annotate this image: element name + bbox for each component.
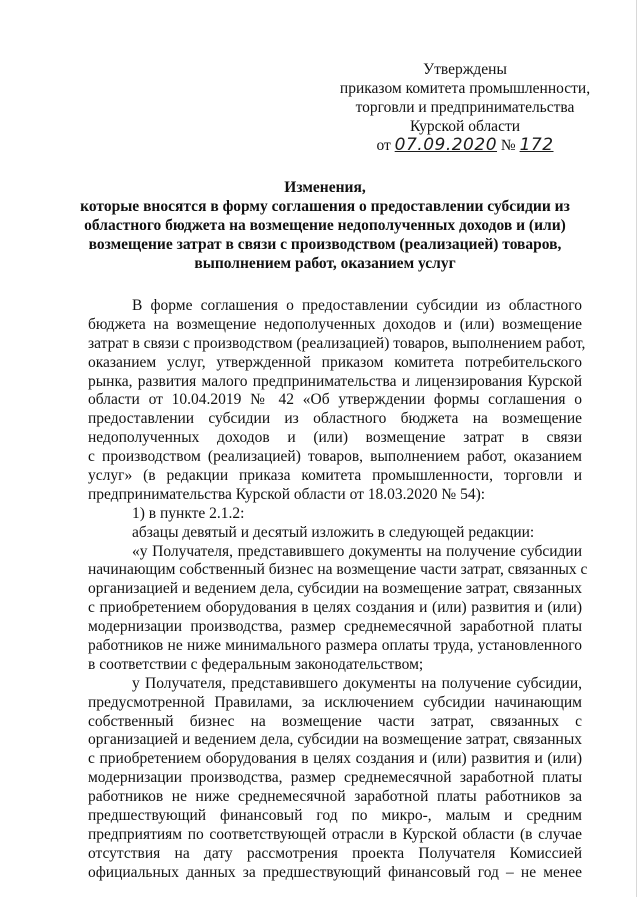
body-line: оказанием услуг, утвержденной приказом комитета потребительского	[88, 353, 582, 371]
body-line: предпринимательства Курской области от 18.03.2020 № 54):	[88, 485, 486, 503]
body-line: предприятиям по соответствующей отрасли в Курской области (в случае	[88, 825, 582, 843]
handwritten-number: 172	[519, 135, 554, 155]
body-line: «у Получателя, представившего документы на получение субсидии	[132, 542, 582, 560]
body-line: недополученных доходов и (или) возмещение затрат в связи	[88, 429, 582, 447]
body-line: организацией и ведением дела, субсидии на возмещение затрат, связанных	[88, 580, 582, 598]
approval-line: Утверждены	[423, 61, 507, 78]
body-line: с приобретением оборудования в целях создания и (или) развития и (или)	[88, 750, 582, 768]
body-line: с приобретением оборудования в целях создания и (или) развития и (или)	[88, 599, 582, 617]
body-line: рынка, развития малого предпринимательства и лицензирования Курской	[88, 372, 582, 390]
body-line: организацией и ведением дела, субсидии на возмещение затрат, связанных	[88, 731, 582, 749]
approval-line: торговли и предпринимательства	[355, 99, 575, 116]
body-line: услуг» (в редакции приказа комитета промышленности, торговли и	[88, 467, 582, 485]
body-line: собственный бизнес на возмещение части затрат, связанных с	[88, 712, 582, 730]
body-line: в соответствии с федеральным законодательством;	[88, 655, 424, 673]
body-line: начинающим собственный бизнес на возмещение части затрат, связанных с	[88, 561, 588, 579]
body-line: области от 10.04.2019 № 42 «Об утверждении формы соглашения о	[88, 391, 582, 409]
title-line: Изменения,	[284, 179, 366, 196]
title-line: которые вносятся в форму соглашения о предоставлении субсидии из	[80, 198, 570, 215]
body-line: абзацы девятый и десятый изложить в следующей редакции:	[132, 523, 535, 541]
body-line: предоставлении субсидии из областного бюджета на возмещение	[88, 410, 582, 428]
body-line: официальных данных за предшествующий финансовый год – не менее	[88, 863, 582, 881]
page-edge-divider	[636, 0, 637, 897]
body-line: предшествующий финансовый год по микро-, малым и средним	[88, 807, 582, 825]
approval-line: Курской области	[409, 118, 521, 135]
body-line: 1) в пункте 2.1.2:	[132, 504, 245, 522]
body-line: с производством (реализацией) товаров, выполнением работ, оказанием	[88, 448, 582, 466]
body-line: работников не ниже минимального размера оплаты труда, установленного	[88, 637, 582, 655]
title-line: возмещение затрат в связи с производством (реализацией) товаров,	[88, 236, 562, 253]
approval-stamp	[320, 60, 610, 155]
body-line: работников не ниже среднемесячной заработной платы работников за	[88, 788, 582, 806]
handwritten-date: 07.09.2020	[394, 135, 498, 155]
body-line: затрат в связи с производством (реализацией) товаров, выполнением работ,	[88, 334, 586, 352]
title-line: выполнением работ, оказанием услуг	[194, 255, 456, 272]
body-line: у Получателя, представившего документы на получение субсидии,	[132, 674, 582, 692]
document-title	[80, 178, 570, 273]
approval-line: приказом комитета промышленности,	[339, 80, 591, 97]
body-line: отсутствия на дату рассмотрения проекта Получателя Комиссией	[88, 844, 582, 862]
title-line: областного бюджета на возмещение недополученных доходов и (или)	[84, 217, 566, 234]
number-prefix: №	[500, 137, 516, 154]
body-line: предусмотренной Правилами, за исключением субсидии начинающим	[88, 693, 582, 711]
body-line: модернизации производства, размер среднемесячной заработной платы	[88, 618, 582, 636]
body-line: модернизации производства, размер среднемесячной заработной платы	[88, 769, 582, 787]
document-body	[88, 297, 588, 883]
date-prefix: от	[376, 137, 391, 154]
body-line: В форме соглашения о предоставлении субсидии из областного	[132, 297, 582, 314]
approval-date-row	[320, 136, 610, 155]
body-line: бюджета на возмещение недополученных доходов и (или) возмещение	[88, 315, 582, 333]
